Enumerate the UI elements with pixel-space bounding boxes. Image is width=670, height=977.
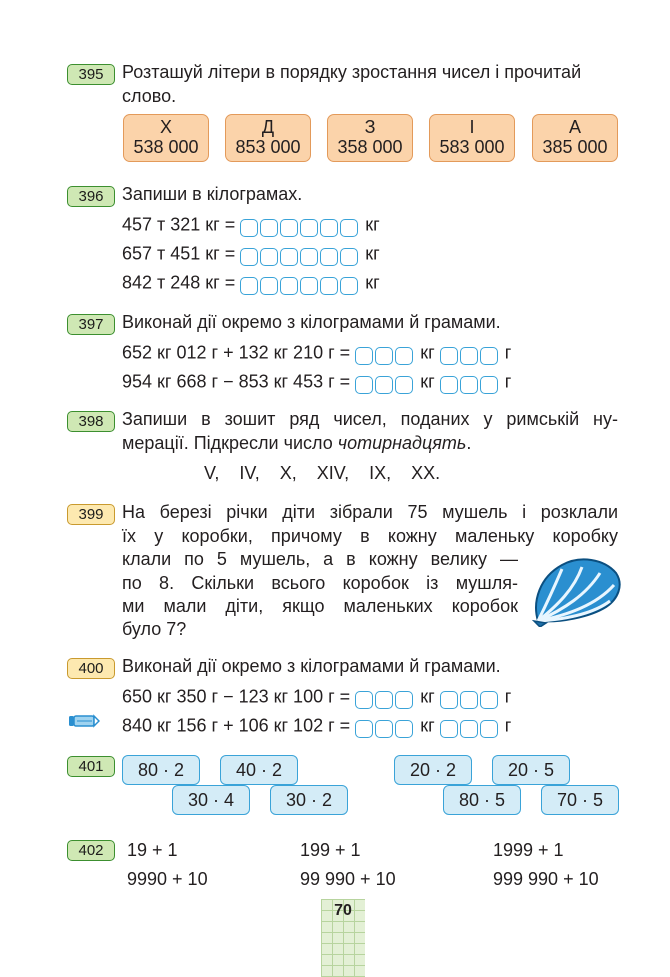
task-number-396: 396 bbox=[67, 186, 115, 207]
multiplication-expression: 70 · 5 bbox=[541, 785, 619, 815]
task-395-text-line2: слово. bbox=[122, 86, 177, 106]
task-number-398: 398 bbox=[67, 411, 115, 432]
sum-expression: 199 + 1 bbox=[300, 840, 361, 860]
task-397-title: Виконай дії окремо з кілограмами й грамами. bbox=[122, 312, 501, 332]
unit-kg: кг bbox=[420, 715, 435, 736]
answer-cells-g[interactable] bbox=[440, 342, 500, 362]
answer-cells[interactable] bbox=[240, 243, 360, 263]
letter-card bbox=[327, 114, 413, 162]
operation-row bbox=[122, 712, 511, 737]
task-398-text-line1: Запиши в зошит ряд чисел, поданих у римській ну- bbox=[122, 409, 618, 429]
letter-card bbox=[225, 114, 311, 162]
row-expression: 842 т 248 кг = bbox=[122, 272, 236, 293]
conversion-row bbox=[122, 211, 380, 236]
line2-end: . bbox=[466, 433, 472, 453]
card-letter: Д bbox=[261, 117, 275, 137]
roman-number-series: V, IV, X, XIV, IX, XX. bbox=[204, 463, 441, 483]
task-399-text-line4: по 8. Скільки всього коробок із мушля- bbox=[122, 573, 518, 593]
multiplication-expression: 20 · 2 bbox=[394, 755, 472, 785]
card-value: 385 000 bbox=[542, 137, 608, 157]
card-value: 583 000 bbox=[439, 137, 505, 157]
task-number-401: 401 bbox=[67, 756, 115, 777]
sum-expression: 99 990 + 10 bbox=[300, 869, 396, 889]
card-value: 538 000 bbox=[133, 137, 199, 157]
task-number-402: 402 bbox=[67, 840, 115, 861]
row-expression: 652 кг 012 г + 132 кг 210 г = bbox=[122, 342, 351, 363]
unit-g: г bbox=[504, 342, 512, 363]
sum-expression: 999 990 + 10 bbox=[493, 869, 599, 889]
answer-cells[interactable] bbox=[240, 272, 360, 292]
letter-card bbox=[429, 114, 515, 162]
unit-kg: кг bbox=[420, 371, 435, 392]
task-399-text-line1: На березі річки діти зібрали 75 мушель і розклали bbox=[122, 502, 618, 522]
conversion-row bbox=[122, 240, 380, 265]
card-letter: Х bbox=[159, 117, 172, 137]
task-399-text-line5: ми мали діти, якщо маленьких коробок bbox=[122, 596, 518, 616]
task-400-title: Виконай дії окремо з кілограмами й грамами. bbox=[122, 656, 501, 676]
task-399-text-line2: їх у коробки, причому в кожну маленьку коробку bbox=[122, 526, 618, 546]
task-398-text-line2 bbox=[122, 431, 471, 455]
row-expression: 840 кг 156 г + 106 кг 102 г = bbox=[122, 715, 351, 736]
letter-card bbox=[123, 114, 209, 162]
answer-cells-kg[interactable] bbox=[355, 371, 415, 391]
unit-g: г bbox=[504, 371, 512, 392]
row-expression: 954 кг 668 г − 853 кг 453 г = bbox=[122, 371, 351, 392]
row-unit: кг bbox=[365, 243, 380, 264]
answer-cells-g[interactable] bbox=[440, 715, 500, 735]
task-399-text-line3: клали по 5 мушель, а в кожну велику — bbox=[122, 549, 518, 569]
card-letter: А bbox=[568, 117, 581, 137]
task-399-text-line6: було 7? bbox=[122, 619, 187, 639]
multiplication-expression: 30 · 4 bbox=[172, 785, 250, 815]
multiplication-expression: 30 · 2 bbox=[270, 785, 348, 815]
task-number-399: 399 bbox=[67, 504, 115, 525]
task-number-400: 400 bbox=[67, 658, 115, 679]
task-396-title: Запиши в кілограмах. bbox=[122, 184, 303, 204]
row-expression: 657 т 451 кг = bbox=[122, 243, 236, 264]
multiplication-expression: 80 · 2 bbox=[122, 755, 200, 785]
conversion-row bbox=[122, 269, 380, 294]
answer-cells-kg[interactable] bbox=[355, 342, 415, 362]
multiplication-expression: 20 · 5 bbox=[492, 755, 570, 785]
line2-start: мерації. Підкресли число bbox=[122, 433, 338, 453]
row-expression: 457 т 321 кг = bbox=[122, 214, 236, 235]
task-number-395: 395 bbox=[67, 64, 115, 85]
row-expression: 650 кг 350 г − 123 кг 100 г = bbox=[122, 686, 351, 707]
task-395-text-line1: Розташуй літери в порядку зростання чисел і прочитай bbox=[122, 62, 582, 82]
unit-g: г bbox=[504, 715, 512, 736]
card-letter: І bbox=[469, 117, 475, 137]
operation-row bbox=[122, 683, 511, 708]
unit-kg: кг bbox=[420, 342, 435, 363]
unit-kg: кг bbox=[420, 686, 435, 707]
sum-expression: 9990 + 10 bbox=[127, 869, 208, 889]
multiplication-expression: 80 · 5 bbox=[443, 785, 521, 815]
answer-cells-g[interactable] bbox=[440, 686, 500, 706]
operation-row bbox=[122, 368, 511, 393]
page-number: 70 bbox=[334, 902, 352, 919]
row-unit: кг bbox=[365, 214, 380, 235]
answer-cells[interactable] bbox=[240, 214, 360, 234]
seashell-illustration bbox=[530, 555, 622, 627]
unit-g: г bbox=[504, 686, 512, 707]
operation-row bbox=[122, 339, 511, 364]
letter-card bbox=[532, 114, 618, 162]
answer-cells-kg[interactable] bbox=[355, 686, 415, 706]
answer-cells-kg[interactable] bbox=[355, 715, 415, 735]
pencil-icon bbox=[68, 713, 100, 729]
row-unit: кг bbox=[365, 272, 380, 293]
task-number-397: 397 bbox=[67, 314, 115, 335]
card-letter: З bbox=[364, 117, 376, 137]
card-value: 853 000 bbox=[235, 137, 301, 157]
emphasis-word: чотирнадцять bbox=[337, 433, 467, 453]
sum-expression: 1999 + 1 bbox=[493, 840, 564, 860]
answer-cells-g[interactable] bbox=[440, 371, 500, 391]
sum-expression: 19 + 1 bbox=[127, 840, 178, 860]
card-value: 358 000 bbox=[337, 137, 403, 157]
multiplication-expression: 40 · 2 bbox=[220, 755, 298, 785]
